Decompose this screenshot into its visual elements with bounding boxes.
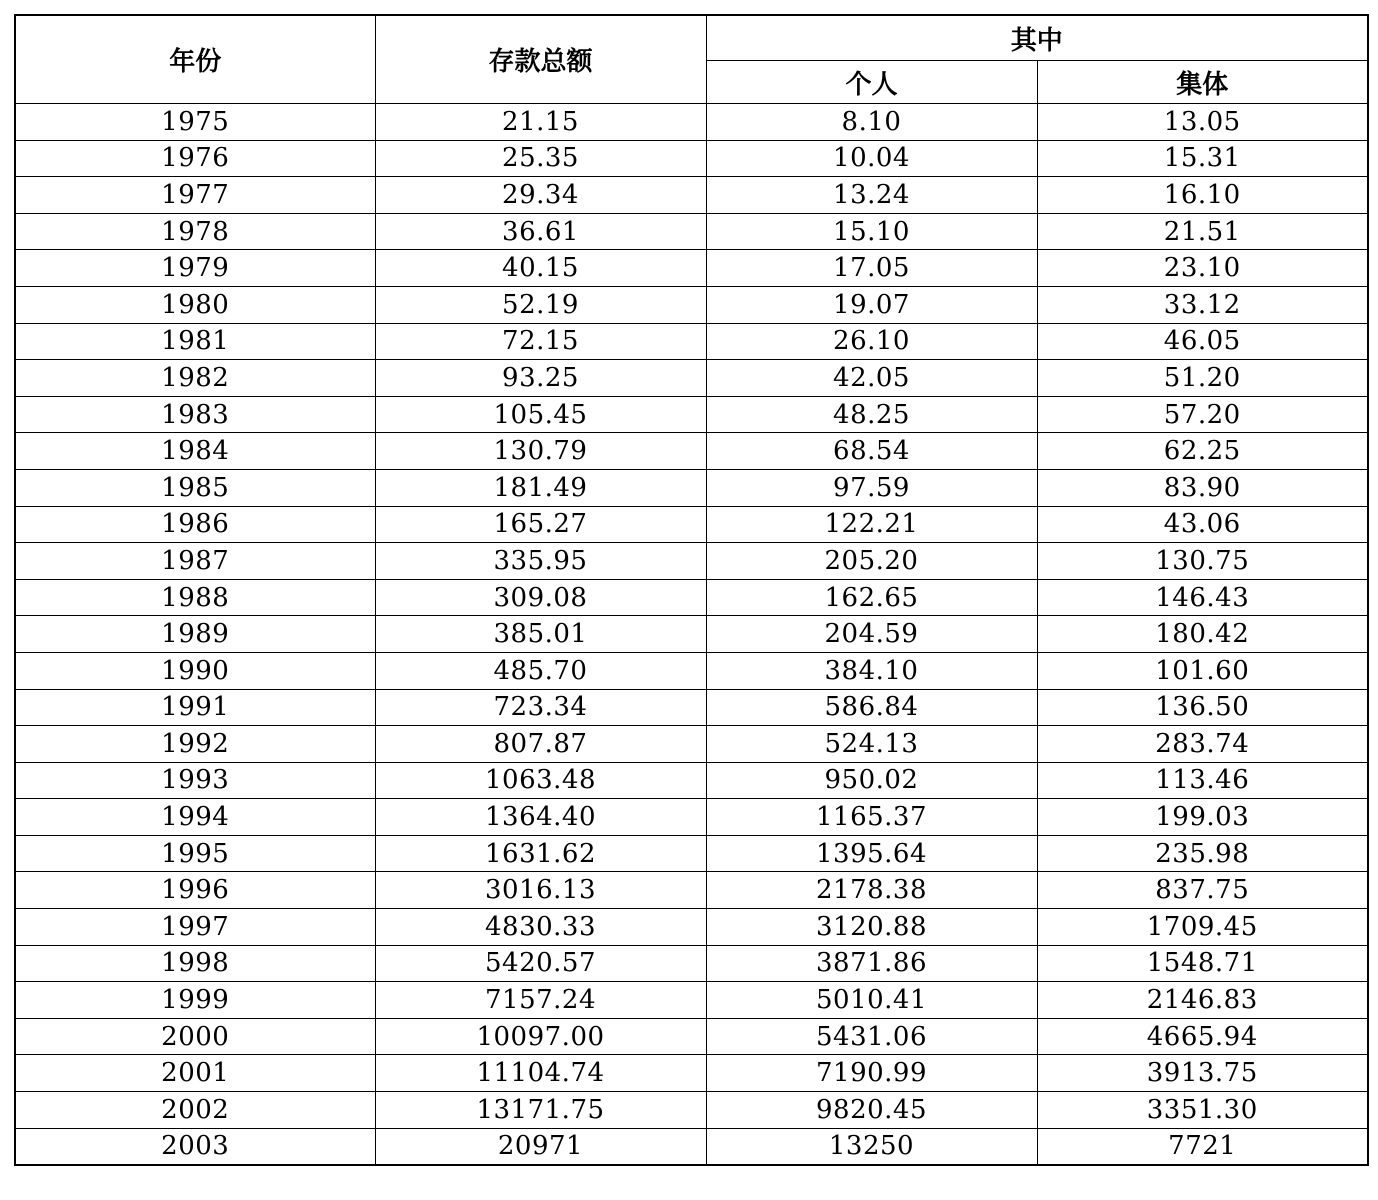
cell-personal: 10.04 xyxy=(706,140,1037,177)
cell-year: 1989 xyxy=(15,616,375,653)
cell-total-deposits: 807.87 xyxy=(375,726,706,763)
cell-collective: 51.20 xyxy=(1037,360,1368,397)
table-row xyxy=(15,360,1368,397)
cell-total-deposits: 10097.00 xyxy=(375,1018,706,1055)
cell-total-deposits: 13171.75 xyxy=(375,1092,706,1129)
cell-collective: 13.05 xyxy=(1037,104,1368,141)
cell-collective: 3913.75 xyxy=(1037,1055,1368,1092)
cell-total-deposits: 385.01 xyxy=(375,616,706,653)
cell-collective: 199.03 xyxy=(1037,799,1368,836)
cell-total-deposits: 309.08 xyxy=(375,579,706,616)
cell-total-deposits: 485.70 xyxy=(375,652,706,689)
cell-total-deposits: 723.34 xyxy=(375,689,706,726)
cell-personal: 97.59 xyxy=(706,469,1037,506)
table-row xyxy=(15,396,1368,433)
cell-collective: 15.31 xyxy=(1037,140,1368,177)
cell-collective: 1548.71 xyxy=(1037,945,1368,982)
cell-personal: 5431.06 xyxy=(706,1018,1037,1055)
cell-year: 1999 xyxy=(15,982,375,1019)
table-row xyxy=(15,726,1368,763)
cell-year: 1980 xyxy=(15,286,375,323)
table-row xyxy=(15,945,1368,982)
header-collective: 集体 xyxy=(1037,61,1368,104)
cell-personal: 9820.45 xyxy=(706,1092,1037,1129)
cell-collective: 146.43 xyxy=(1037,579,1368,616)
table-row xyxy=(15,433,1368,470)
table-row xyxy=(15,506,1368,543)
table-header xyxy=(15,15,1368,104)
table-row xyxy=(15,799,1368,836)
cell-collective: 43.06 xyxy=(1037,506,1368,543)
cell-collective: 130.75 xyxy=(1037,543,1368,580)
cell-collective: 7721 xyxy=(1037,1128,1368,1165)
cell-personal: 162.65 xyxy=(706,579,1037,616)
cell-personal: 1395.64 xyxy=(706,835,1037,872)
cell-year: 2001 xyxy=(15,1055,375,1092)
cell-collective: 57.20 xyxy=(1037,396,1368,433)
cell-year: 2002 xyxy=(15,1092,375,1129)
cell-personal: 13.24 xyxy=(706,177,1037,214)
cell-personal: 1165.37 xyxy=(706,799,1037,836)
table-row xyxy=(15,286,1368,323)
cell-personal: 7190.99 xyxy=(706,1055,1037,1092)
cell-total-deposits: 20971 xyxy=(375,1128,706,1165)
cell-personal: 204.59 xyxy=(706,616,1037,653)
table-row xyxy=(15,323,1368,360)
cell-total-deposits: 1364.40 xyxy=(375,799,706,836)
cell-personal: 3120.88 xyxy=(706,909,1037,946)
cell-total-deposits: 4830.33 xyxy=(375,909,706,946)
cell-collective: 33.12 xyxy=(1037,286,1368,323)
cell-year: 1996 xyxy=(15,872,375,909)
cell-collective: 46.05 xyxy=(1037,323,1368,360)
cell-total-deposits: 5420.57 xyxy=(375,945,706,982)
cell-total-deposits: 40.15 xyxy=(375,250,706,287)
cell-total-deposits: 165.27 xyxy=(375,506,706,543)
cell-year: 1998 xyxy=(15,945,375,982)
cell-year: 1986 xyxy=(15,506,375,543)
cell-total-deposits: 3016.13 xyxy=(375,872,706,909)
table-row xyxy=(15,140,1368,177)
header-total-deposits: 存款总额 xyxy=(375,15,706,104)
cell-personal: 524.13 xyxy=(706,726,1037,763)
cell-collective: 235.98 xyxy=(1037,835,1368,872)
table-row xyxy=(15,469,1368,506)
cell-personal: 13250 xyxy=(706,1128,1037,1165)
cell-collective: 837.75 xyxy=(1037,872,1368,909)
cell-year: 1987 xyxy=(15,543,375,580)
cell-year: 1985 xyxy=(15,469,375,506)
table-row xyxy=(15,1018,1368,1055)
cell-collective: 283.74 xyxy=(1037,726,1368,763)
table-row xyxy=(15,872,1368,909)
cell-year: 1983 xyxy=(15,396,375,433)
cell-personal: 5010.41 xyxy=(706,982,1037,1019)
cell-total-deposits: 335.95 xyxy=(375,543,706,580)
cell-personal: 26.10 xyxy=(706,323,1037,360)
cell-personal: 19.07 xyxy=(706,286,1037,323)
cell-year: 1975 xyxy=(15,104,375,141)
cell-total-deposits: 29.34 xyxy=(375,177,706,214)
header-personal: 个人 xyxy=(706,61,1037,104)
cell-collective: 23.10 xyxy=(1037,250,1368,287)
cell-personal: 384.10 xyxy=(706,652,1037,689)
cell-year: 1981 xyxy=(15,323,375,360)
cell-year: 1997 xyxy=(15,909,375,946)
cell-collective: 62.25 xyxy=(1037,433,1368,470)
table-row xyxy=(15,579,1368,616)
table-row xyxy=(15,543,1368,580)
cell-year: 2000 xyxy=(15,1018,375,1055)
cell-collective: 83.90 xyxy=(1037,469,1368,506)
cell-collective: 16.10 xyxy=(1037,177,1368,214)
cell-personal: 42.05 xyxy=(706,360,1037,397)
table-row xyxy=(15,177,1368,214)
cell-total-deposits: 7157.24 xyxy=(375,982,706,1019)
table-row xyxy=(15,1128,1368,1165)
cell-personal: 122.21 xyxy=(706,506,1037,543)
header-row-top xyxy=(15,15,1368,61)
header-year: 年份 xyxy=(15,15,375,104)
cell-total-deposits: 130.79 xyxy=(375,433,706,470)
cell-year: 1982 xyxy=(15,360,375,397)
table-row xyxy=(15,616,1368,653)
cell-total-deposits: 181.49 xyxy=(375,469,706,506)
deposit-table-container xyxy=(14,14,1367,1166)
cell-year: 1979 xyxy=(15,250,375,287)
table-row xyxy=(15,652,1368,689)
cell-year: 1988 xyxy=(15,579,375,616)
cell-personal: 950.02 xyxy=(706,762,1037,799)
table-row xyxy=(15,213,1368,250)
cell-year: 1992 xyxy=(15,726,375,763)
cell-year: 1978 xyxy=(15,213,375,250)
table-row xyxy=(15,982,1368,1019)
cell-personal: 3871.86 xyxy=(706,945,1037,982)
cell-year: 1977 xyxy=(15,177,375,214)
cell-year: 1995 xyxy=(15,835,375,872)
cell-year: 1976 xyxy=(15,140,375,177)
cell-personal: 8.10 xyxy=(706,104,1037,141)
cell-total-deposits: 11104.74 xyxy=(375,1055,706,1092)
cell-collective: 2146.83 xyxy=(1037,982,1368,1019)
cell-collective: 136.50 xyxy=(1037,689,1368,726)
deposit-table xyxy=(14,14,1369,1166)
cell-collective: 101.60 xyxy=(1037,652,1368,689)
table-row xyxy=(15,1055,1368,1092)
cell-total-deposits: 25.35 xyxy=(375,140,706,177)
cell-total-deposits: 36.61 xyxy=(375,213,706,250)
table-row xyxy=(15,762,1368,799)
cell-year: 1991 xyxy=(15,689,375,726)
cell-total-deposits: 1631.62 xyxy=(375,835,706,872)
cell-total-deposits: 105.45 xyxy=(375,396,706,433)
cell-personal: 17.05 xyxy=(706,250,1037,287)
cell-collective: 4665.94 xyxy=(1037,1018,1368,1055)
cell-year: 1993 xyxy=(15,762,375,799)
table-row xyxy=(15,104,1368,141)
cell-total-deposits: 72.15 xyxy=(375,323,706,360)
cell-collective: 21.51 xyxy=(1037,213,1368,250)
cell-year: 2003 xyxy=(15,1128,375,1165)
cell-collective: 1709.45 xyxy=(1037,909,1368,946)
cell-year: 1994 xyxy=(15,799,375,836)
cell-collective: 180.42 xyxy=(1037,616,1368,653)
cell-total-deposits: 93.25 xyxy=(375,360,706,397)
cell-personal: 68.54 xyxy=(706,433,1037,470)
cell-total-deposits: 1063.48 xyxy=(375,762,706,799)
table-row xyxy=(15,250,1368,287)
cell-total-deposits: 52.19 xyxy=(375,286,706,323)
cell-year: 1984 xyxy=(15,433,375,470)
table-row xyxy=(15,689,1368,726)
table-row xyxy=(15,835,1368,872)
cell-collective: 113.46 xyxy=(1037,762,1368,799)
cell-personal: 205.20 xyxy=(706,543,1037,580)
table-row xyxy=(15,1092,1368,1129)
cell-personal: 2178.38 xyxy=(706,872,1037,909)
cell-total-deposits: 21.15 xyxy=(375,104,706,141)
table-row xyxy=(15,909,1368,946)
cell-collective: 3351.30 xyxy=(1037,1092,1368,1129)
header-of-which: 其中 xyxy=(706,15,1368,61)
table-body xyxy=(15,104,1368,1166)
cell-year: 1990 xyxy=(15,652,375,689)
cell-personal: 48.25 xyxy=(706,396,1037,433)
cell-personal: 586.84 xyxy=(706,689,1037,726)
cell-personal: 15.10 xyxy=(706,213,1037,250)
